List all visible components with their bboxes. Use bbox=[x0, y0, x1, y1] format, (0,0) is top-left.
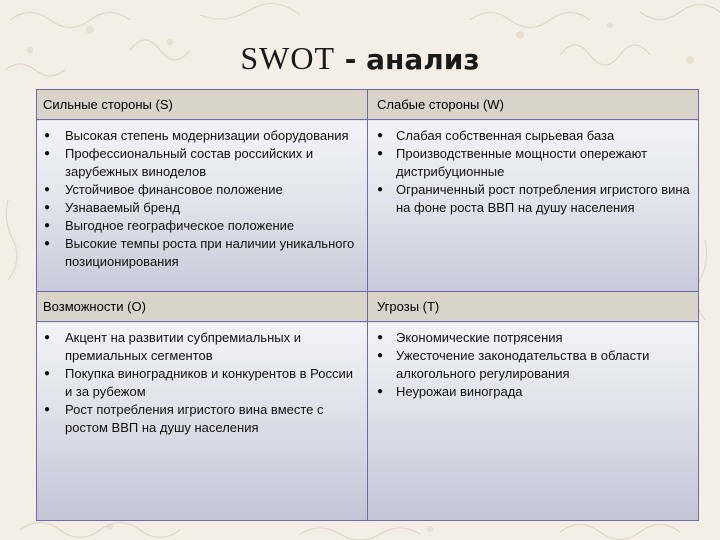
bullet-icon: ● bbox=[44, 332, 51, 343]
bullet-icon: ● bbox=[44, 220, 51, 231]
bullet-icon: ● bbox=[377, 184, 384, 195]
bullet-icon: ● bbox=[44, 130, 51, 141]
bullet-icon: ● bbox=[44, 184, 51, 195]
list-item: ● Производственные мощности опережают дистрибуционные bbox=[377, 146, 648, 179]
strengths-cell bbox=[37, 120, 368, 292]
title-swot: SWOT bbox=[240, 40, 335, 76]
list-item: ● Рост потребления игристого вина вместе с ростом ВВП на душу населения bbox=[44, 402, 324, 435]
weaknesses-header: Слабые стороны (W) bbox=[368, 90, 699, 120]
list-item: ● Акцент на развитии субпремиальных и премиальных сегментов bbox=[44, 330, 301, 363]
page-title bbox=[0, 38, 720, 80]
swot-table bbox=[36, 89, 699, 521]
list-item: ● Ограниченный рост потребления игристого вина на фоне роста ВВП на душу населения bbox=[377, 182, 690, 215]
list-item: ● Неурожаи винограда bbox=[377, 384, 523, 399]
bullet-icon: ● bbox=[377, 386, 384, 397]
bullet-icon: ● bbox=[377, 148, 384, 159]
threats-header: Угрозы (T) bbox=[368, 292, 699, 322]
list-item: ● Выгодное географическое положение bbox=[44, 218, 295, 233]
weaknesses-cell bbox=[368, 120, 699, 292]
list-item: ● Профессиональный состав российских и зарубежных виноделов bbox=[44, 146, 314, 179]
list-item: ● Узнаваемый бренд bbox=[44, 200, 180, 215]
list-item: ● Устойчивое финансовое положение bbox=[44, 182, 283, 197]
threats-list bbox=[368, 322, 698, 401]
strengths-list bbox=[37, 120, 367, 271]
bullet-icon: ● bbox=[44, 368, 51, 379]
bullet-icon: ● bbox=[377, 350, 384, 361]
bullet-icon: ● bbox=[377, 332, 384, 343]
list-item: ● Слабая собственная сырьевая база bbox=[377, 128, 615, 143]
opportunities-header: Возможности (O) bbox=[37, 292, 368, 322]
list-item: ● Высокие темпы роста при наличии уникального позиционирования bbox=[44, 236, 355, 269]
list-item: ● Покупка виноградников и конкурентов в России и за рубежом bbox=[44, 366, 354, 399]
opportunities-cell bbox=[37, 322, 368, 521]
opportunities-list bbox=[37, 322, 367, 437]
bullet-icon: ● bbox=[44, 148, 51, 159]
bullet-icon: ● bbox=[44, 238, 51, 249]
title-analysis: - анализ bbox=[335, 43, 480, 76]
list-item: ● Ужесточение законодательства в области алкогольного регулирования bbox=[377, 348, 650, 381]
list-item: ● Экономические потрясения bbox=[377, 330, 563, 345]
strengths-header: Сильные стороны (S) bbox=[37, 90, 368, 120]
list-item: ● Высокая степень модернизации оборудования bbox=[44, 128, 349, 143]
bullet-icon: ● bbox=[377, 130, 384, 141]
bullet-icon: ● bbox=[44, 202, 51, 213]
bullet-icon: ● bbox=[44, 404, 51, 415]
weaknesses-list bbox=[368, 120, 698, 217]
threats-cell bbox=[368, 322, 699, 521]
